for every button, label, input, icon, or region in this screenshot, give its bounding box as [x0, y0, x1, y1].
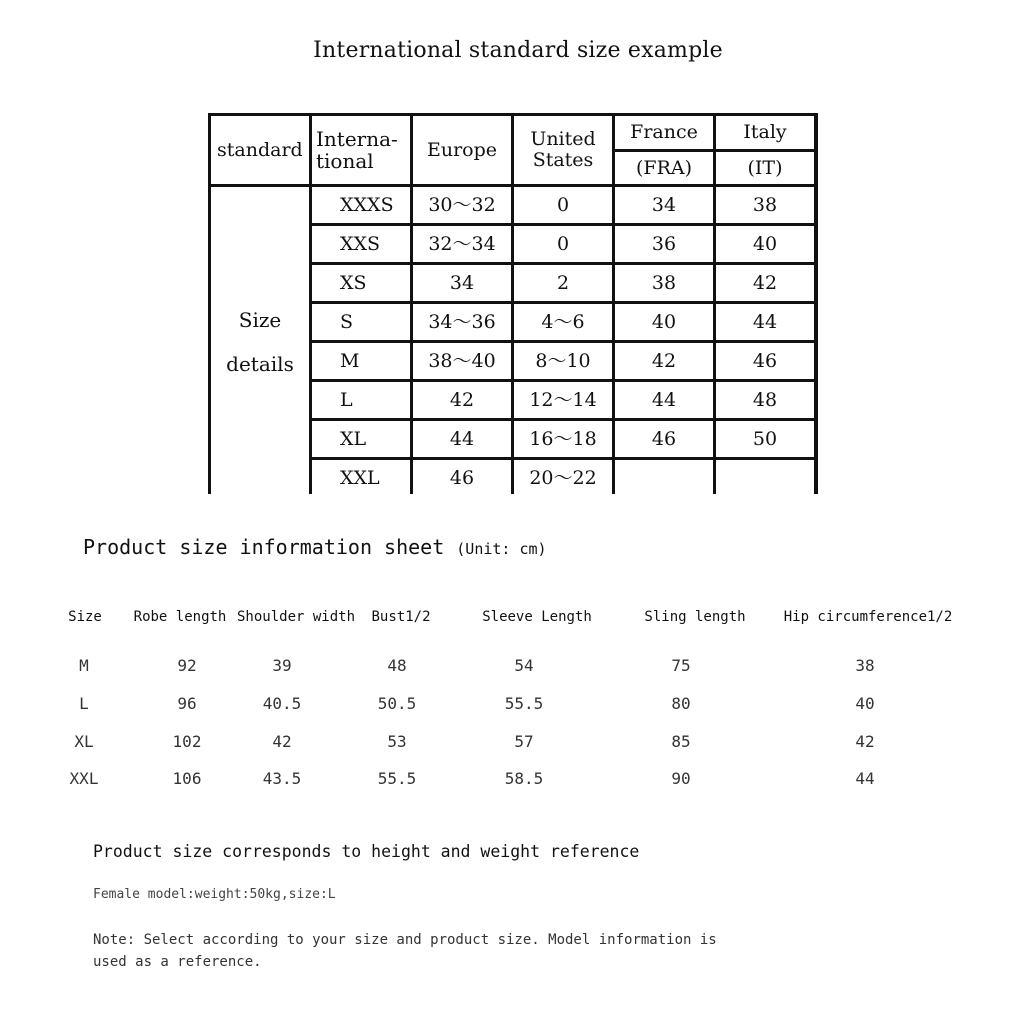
table-cell: 46	[716, 343, 814, 379]
reference-title: Product size corresponds to height and weight reference	[93, 842, 640, 861]
table-cell: 34～36	[413, 304, 511, 340]
header-france-code: (FRA)	[615, 152, 713, 184]
table-cell: 42	[855, 732, 875, 751]
table-cell: 36	[615, 226, 713, 262]
table-cell: 34	[615, 187, 713, 223]
table-cell: 38	[716, 187, 814, 223]
header-italy-code: (IT)	[716, 152, 814, 184]
table-cell: 42	[413, 382, 511, 418]
table-cell: 12～14	[514, 382, 612, 418]
table-cell: 40	[615, 304, 713, 340]
table-cell: 92	[177, 656, 197, 675]
table-cell: 32～34	[413, 226, 511, 262]
international-size-table	[208, 113, 818, 494]
table-cell: 44	[413, 421, 511, 457]
table-cell: L	[312, 382, 410, 418]
sheet-unit: (Unit: cm)	[456, 540, 547, 558]
table-cell: L	[79, 694, 89, 713]
table-cell: XXL	[69, 769, 99, 788]
page-title: International standard size example	[313, 38, 723, 63]
column-header-sleeve-length: Sleeve Length	[482, 609, 592, 625]
table-cell: 102	[172, 732, 202, 751]
sheet-title	[83, 535, 547, 559]
table-cell: 55.5	[504, 694, 544, 713]
sheet-title-text: Product size information sheet	[83, 535, 457, 559]
table-cell: 40	[716, 226, 814, 262]
header-italy: Italy	[716, 116, 814, 149]
table-cell: 90	[671, 769, 691, 788]
column-header-sling-length: Sling length	[644, 609, 746, 625]
header-france: France	[615, 116, 713, 149]
column-header-size: Size	[68, 609, 102, 625]
table-cell: 42	[716, 265, 814, 301]
table-cell: 48	[716, 382, 814, 418]
table-cell: 57	[514, 732, 534, 751]
table-cell: 2	[514, 265, 612, 301]
header-europe: Europe	[413, 116, 511, 184]
table-cell: M	[79, 656, 89, 675]
table-cell: 80	[671, 694, 691, 713]
column-header-shoulder-width: Shoulder width	[236, 609, 356, 625]
header-united-states: United States	[514, 116, 612, 184]
header-standard: standard	[211, 116, 309, 184]
table-cell: 20～22	[514, 460, 612, 496]
table-cell: 96	[177, 694, 197, 713]
table-cell: S	[312, 304, 410, 340]
table-cell: XL	[74, 732, 94, 751]
table-cell: 53	[387, 732, 407, 751]
table-cell: 58.5	[504, 769, 544, 788]
table-cell: 54	[514, 656, 534, 675]
table-cell: 38	[855, 656, 875, 675]
table-cell: 50	[716, 421, 814, 457]
table-cell	[615, 460, 713, 496]
table-cell: 0	[514, 226, 612, 262]
header-international: Interna- tional	[312, 116, 410, 184]
note-text: Note: Select according to your size and product size. Model information is used as a reference.	[93, 932, 717, 970]
table-cell: 39	[272, 656, 292, 675]
table-cell: 42	[615, 343, 713, 379]
table-cell: XL	[312, 421, 410, 457]
table-cell: 16～18	[514, 421, 612, 457]
table-cell: 48	[387, 656, 407, 675]
size-details-label: Size details	[211, 187, 309, 496]
column-header-hip-circumference: Hip circumference1/2	[783, 609, 953, 625]
table-cell: M	[312, 343, 410, 379]
table-cell: XXXS	[312, 187, 410, 223]
table-cell: 43.5	[262, 769, 302, 788]
table-cell: 44	[615, 382, 713, 418]
table-cell: XXL	[312, 460, 410, 496]
table-cell: 38	[615, 265, 713, 301]
table-cell: 34	[413, 265, 511, 301]
table-cell	[716, 460, 814, 496]
table-cell: 30～32	[413, 187, 511, 223]
table-cell: 106	[172, 769, 202, 788]
table-cell: 0	[514, 187, 612, 223]
table-cell: 40	[855, 694, 875, 713]
table-cell: 50.5	[377, 694, 417, 713]
table-cell: 44	[855, 769, 875, 788]
table-cell: 46	[413, 460, 511, 496]
table-cell: 38～40	[413, 343, 511, 379]
table-cell: 75	[671, 656, 691, 675]
table-cell: 40.5	[262, 694, 302, 713]
table-cell: 46	[615, 421, 713, 457]
table-cell: 44	[716, 304, 814, 340]
table-cell: 4～6	[514, 304, 612, 340]
column-header-bust: Bust1/2	[371, 609, 431, 625]
table-cell: XXS	[312, 226, 410, 262]
table-cell: XS	[312, 265, 410, 301]
column-header-robe-length: Robe length	[133, 609, 227, 625]
table-cell: 85	[671, 732, 691, 751]
table-cell: 8～10	[514, 343, 612, 379]
table-cell: 55.5	[377, 769, 417, 788]
table-cell: 42	[272, 732, 292, 751]
model-info: Female model:weight:50kg,size:L	[93, 887, 336, 902]
